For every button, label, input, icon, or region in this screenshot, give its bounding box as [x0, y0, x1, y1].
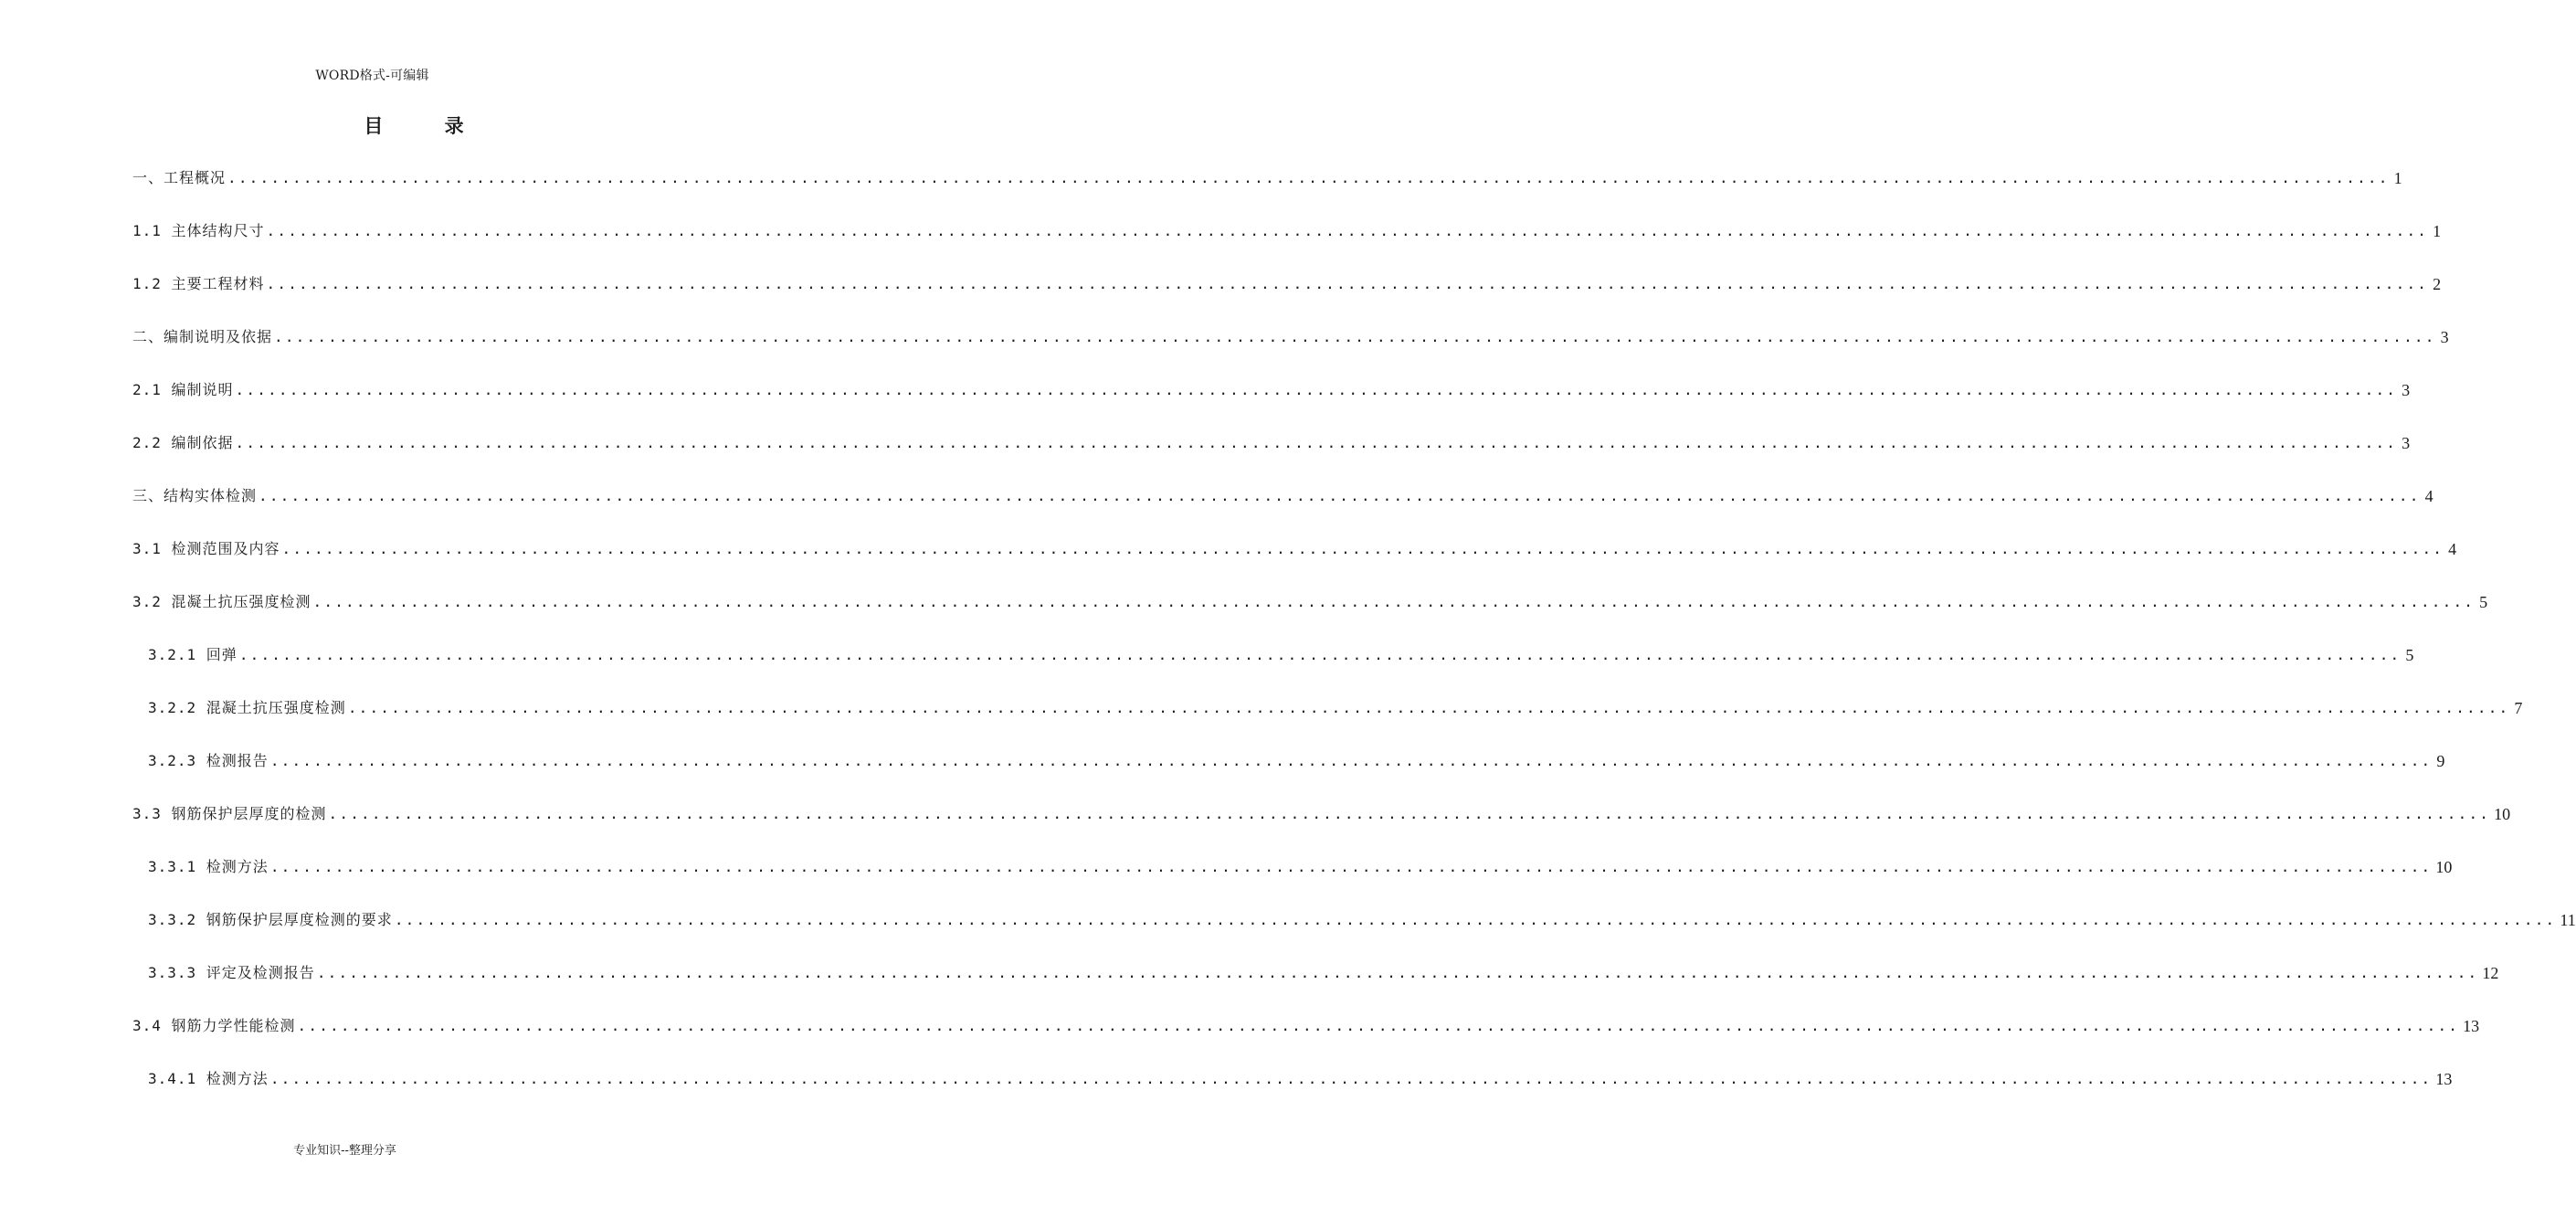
toc-dot-leader: ........................................................................................................................................................................................................	[312, 593, 2476, 610]
toc-entry-label: 3.2.1 回弹	[148, 646, 238, 663]
toc-entry-page-number: 11	[2560, 911, 2576, 929]
toc-entry[interactable]	[132, 743, 2445, 770]
toc-entry-label: 1.2 主要工程材料	[132, 275, 265, 292]
toc-entry-page-number: 12	[2482, 964, 2499, 982]
toc-entry-label: 3.3 钢筋保护层厚度的检测	[132, 805, 327, 822]
toc-entry-page-number: 4	[2448, 540, 2457, 558]
toc-dot-leader: ........................................................................................................................................................................................................	[266, 222, 2429, 239]
toc-entry[interactable]	[132, 902, 2576, 929]
toc-entry[interactable]	[132, 478, 2433, 505]
toc-entry[interactable]	[132, 796, 2511, 823]
toc-title	[0, 111, 868, 139]
toc-entry-page-number: 5	[2479, 593, 2488, 611]
toc-dot-leader: ........................................................................................................................................................................................................	[266, 275, 2429, 292]
toc-entry-page-number: 10	[2435, 858, 2453, 876]
toc-dot-leader: ........................................................................................................................................................................................................	[328, 805, 2491, 822]
toc-dot-leader: ........................................................................................................................................................................................................	[281, 540, 2444, 557]
toc-entry-label: 3.4 钢筋力学性能检测	[132, 1017, 296, 1034]
toc-entry-page-number: 13	[2435, 1070, 2453, 1088]
toc-entry-page-number: 10	[2494, 805, 2511, 823]
toc-entry-page-number: 3	[2402, 381, 2411, 399]
toc-entry[interactable]	[132, 584, 2488, 611]
toc-entry[interactable]	[132, 849, 2453, 876]
toc-entry-page-number: 9	[2436, 752, 2445, 770]
toc-entry-label: 3.3.3 评定及检测报告	[148, 964, 315, 981]
toc-entry-page-number: 13	[2463, 1017, 2480, 1035]
toc-entry-page-number: 3	[2440, 328, 2449, 346]
toc-dot-leader: ........................................................................................................................................................................................................	[269, 752, 2433, 769]
toc-entry-label: 3.2.2 混凝土抗压强度检测	[148, 699, 346, 716]
toc-entry-label: 三、结构实体检测	[132, 487, 258, 504]
toc-title-text: 目 录	[364, 114, 491, 137]
toc-entry[interactable]	[132, 690, 2523, 717]
toc-dot-leader: ........................................................................................................................................................................................................	[238, 646, 2402, 663]
toc-dot-leader: ........................................................................................................................................................................................................	[269, 858, 2433, 875]
toc-entry-label: 3.3.1 检测方法	[148, 858, 269, 875]
toc-dot-leader: ........................................................................................................................................................................................................	[297, 1017, 2460, 1034]
toc-dot-leader: ........................................................................................................................................................................................................	[259, 487, 2421, 504]
toc-entry-label: 3.1 检测范围及内容	[132, 540, 280, 557]
toc-dot-leader: ........................................................................................................................................................................................................	[347, 699, 2510, 716]
toc-dot-leader: ........................................................................................................................................................................................................	[269, 1070, 2433, 1087]
toc-entry-label: 1.1 主体结构尺寸	[132, 222, 265, 239]
toc-entry-label: 2.2 编制依据	[132, 434, 234, 451]
toc-entry-page-number: 5	[2405, 646, 2414, 664]
toc-entry[interactable]	[132, 213, 2442, 240]
toc-entry[interactable]	[132, 955, 2499, 982]
toc-entry[interactable]	[132, 637, 2414, 664]
page-footer: 专业知识--整理分享	[293, 1144, 396, 1158]
toc-entry-page-number: 7	[2514, 699, 2523, 717]
page-header: WORD格式-可编辑	[315, 69, 429, 83]
toc-entry[interactable]	[132, 531, 2457, 558]
toc-entry-label: 3.2 混凝土抗压强度检测	[132, 593, 311, 610]
toc-entry[interactable]	[132, 1061, 2453, 1088]
toc-entry[interactable]	[132, 1008, 2480, 1035]
toc-entry-label: 3.4.1 检测方法	[148, 1070, 269, 1087]
toc-dot-leader: ........................................................................................................................................................................................................	[316, 964, 2479, 981]
toc-entry-page-number: 1	[2393, 169, 2402, 187]
toc-entry[interactable]	[132, 266, 2442, 293]
toc-entry-label: 二、编制说明及依据	[132, 328, 273, 345]
toc-entry-page-number: 2	[2433, 275, 2442, 293]
toc-dot-leader: ........................................................................................................................................................................................................	[235, 434, 2398, 451]
toc-entry[interactable]	[132, 425, 2411, 452]
toc-entry-page-number: 1	[2433, 222, 2442, 240]
toc-entry[interactable]	[132, 372, 2411, 399]
toc-dot-leader: ........................................................................................................................................................................................................	[227, 169, 2390, 186]
toc-entry[interactable]	[132, 160, 2402, 187]
toc-dot-leader: ........................................................................................................................................................................................................	[235, 381, 2398, 398]
toc-entry-label: 2.1 编制说明	[132, 381, 234, 398]
toc-entry-label: 3.2.3 检测报告	[148, 752, 269, 769]
toc-entry-label: 一、工程概况	[132, 169, 227, 186]
toc-dot-leader: ........................................................................................................................................................................................................	[394, 911, 2557, 928]
toc-dot-leader: ........................................................................................................................................................................................................	[274, 328, 2436, 345]
toc-entry-page-number: 3	[2402, 434, 2411, 452]
toc-entry-label: 3.3.2 钢筋保护层厚度检测的要求	[148, 911, 393, 928]
toc-entry-page-number: 4	[2424, 487, 2433, 505]
toc-entry[interactable]	[132, 319, 2449, 346]
